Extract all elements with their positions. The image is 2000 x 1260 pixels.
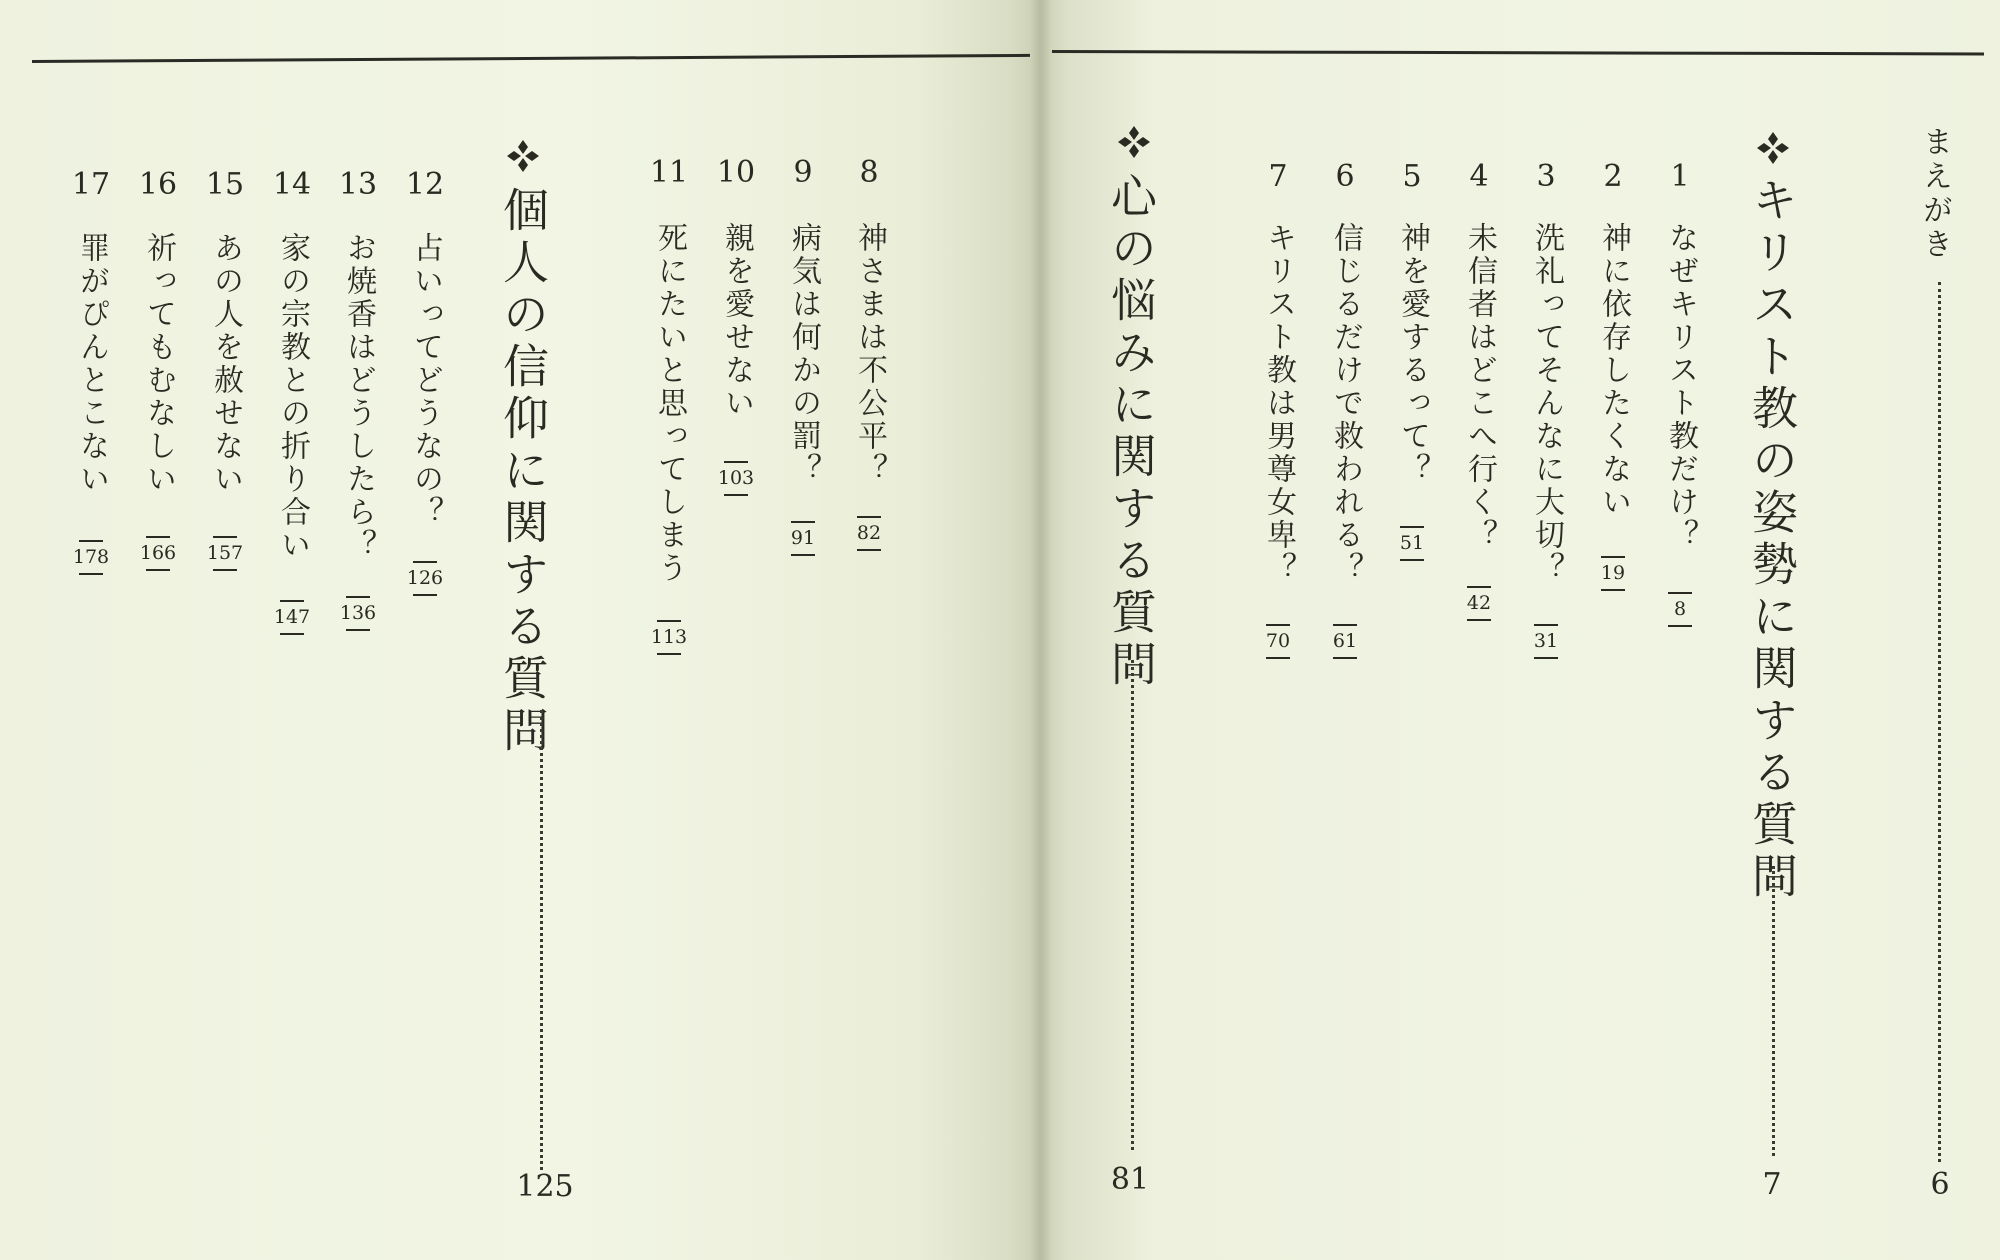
item-number: 9 — [793, 155, 813, 190]
item-page: 103 — [714, 455, 758, 502]
preface-page: 6 — [1930, 1167, 1950, 1202]
item-title[interactable]: 親を愛せない — [719, 222, 754, 420]
four-diamond-ornament-icon — [1114, 122, 1154, 162]
item-page: 147 — [270, 594, 314, 641]
item-number: 8 — [859, 155, 879, 190]
item-number: 12 — [405, 167, 445, 202]
item-page: 157 — [203, 530, 247, 577]
item-title[interactable]: 家の宗教との折り合い — [275, 232, 310, 562]
item-number: 10 — [716, 155, 756, 190]
item-page: 8 — [1658, 586, 1702, 633]
item-title[interactable]: 死にたいと思ってしまう — [652, 222, 687, 585]
item-number: 7 — [1268, 159, 1288, 194]
item-title[interactable]: 未信者はどこへ行く？ — [1462, 222, 1497, 552]
item-number: 13 — [338, 167, 378, 202]
item-page: 113 — [647, 614, 691, 661]
section-2-leader-dots — [1131, 660, 1134, 1150]
item-number: 16 — [138, 167, 178, 202]
item-title[interactable]: お焼香はどうしたら？ — [341, 232, 376, 562]
preface-leader-dots — [1938, 282, 1941, 1162]
item-number: 14 — [272, 167, 312, 202]
four-diamond-ornament-icon — [1753, 128, 1793, 168]
section-3-page: 125 — [516, 1169, 574, 1204]
item-page: 166 — [136, 530, 180, 577]
item-page: 19 — [1591, 550, 1635, 597]
item-page: 91 — [781, 515, 825, 562]
item-title[interactable]: 洗礼ってそんなに大切？ — [1529, 222, 1564, 585]
item-title[interactable]: キリスト教は男尊女卑？ — [1261, 222, 1296, 585]
item-title[interactable]: 占いってどうなの？ — [408, 232, 443, 529]
item-page: 70 — [1256, 618, 1300, 665]
item-number: 17 — [71, 167, 111, 202]
item-title[interactable]: 神さまは不公平？ — [852, 222, 887, 486]
item-title[interactable]: 祈ってもむなしい — [141, 232, 176, 496]
section-title-3[interactable]: 個人の信仰に関する質問 — [496, 186, 550, 758]
section-1-leader-dots — [1772, 866, 1775, 1156]
section-3-leader-dots — [540, 710, 543, 1170]
section-title-1[interactable]: キリスト教の姿勢に関する質問 — [1745, 176, 1799, 904]
item-number: 15 — [205, 167, 245, 202]
item-page: 42 — [1457, 580, 1501, 627]
item-page: 136 — [336, 590, 380, 637]
item-title[interactable]: なぜキリスト教だけ？ — [1663, 222, 1698, 552]
item-title[interactable]: 病気は何かの罰？ — [786, 222, 821, 486]
section-1-page: 7 — [1762, 1167, 1782, 1202]
item-title[interactable]: あの人を赦せない — [208, 232, 243, 496]
four-diamond-ornament-icon — [503, 136, 543, 176]
item-title[interactable]: 信じるだけで救われる？ — [1328, 222, 1363, 585]
item-title[interactable]: 神を愛するって？ — [1395, 222, 1430, 486]
item-number: 4 — [1469, 159, 1489, 194]
item-number: 5 — [1402, 159, 1422, 194]
item-page: 178 — [69, 534, 113, 581]
item-number: 2 — [1603, 159, 1623, 194]
item-title[interactable]: 罪がぴんとこない — [74, 232, 109, 496]
item-number: 6 — [1335, 159, 1355, 194]
section-2-page: 81 — [1110, 1162, 1150, 1197]
preface-title[interactable]: まえがき — [1917, 126, 1952, 262]
item-number: 11 — [649, 155, 689, 190]
book-gutter — [1030, 0, 1052, 1260]
item-page: 31 — [1524, 618, 1568, 665]
item-page: 61 — [1323, 618, 1367, 665]
item-title[interactable]: 神に依存したくない — [1596, 222, 1631, 519]
item-page: 51 — [1390, 520, 1434, 567]
item-page: 82 — [847, 510, 891, 557]
item-number: 3 — [1536, 159, 1556, 194]
item-page: 126 — [403, 555, 447, 602]
section-title-2[interactable]: 心の悩みに関する質問 — [1104, 172, 1158, 692]
item-number: 1 — [1670, 159, 1690, 194]
